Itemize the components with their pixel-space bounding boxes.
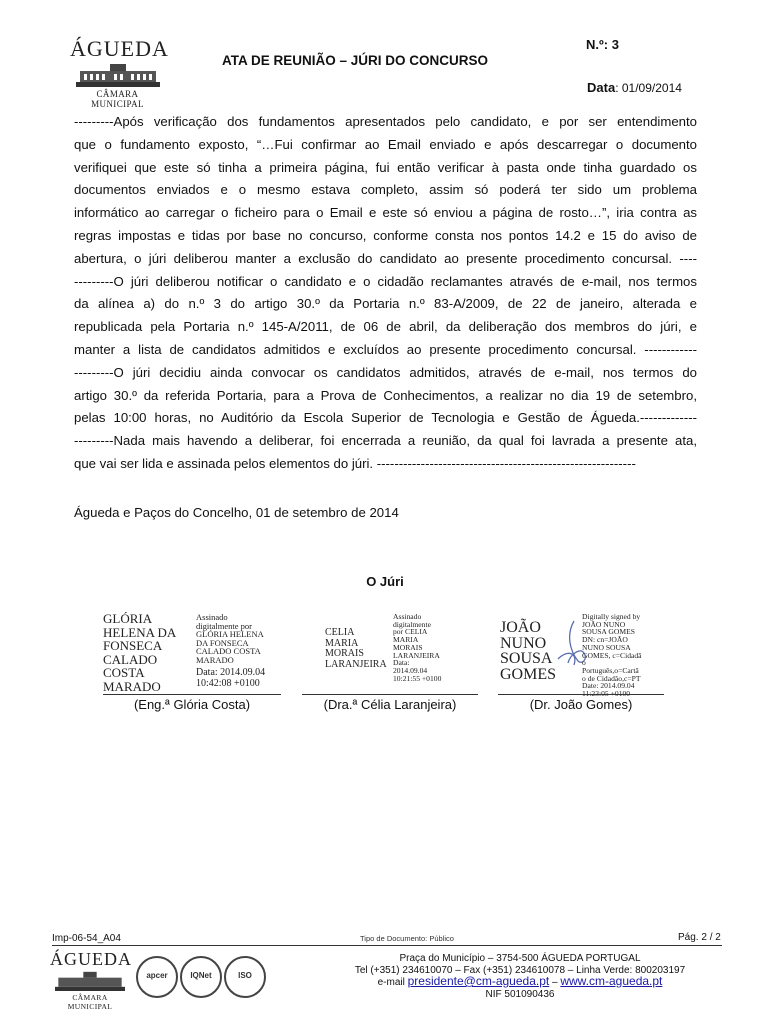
town-hall-icon <box>76 62 160 88</box>
digital-stamp: Assinado digitalmente por CELIA MARIA MORAIS LARANJEIRA Data: 2014.09.04 10:21:55 +0100 <box>393 612 442 683</box>
form-code: Imp-06-54_A04 <box>52 933 121 944</box>
body-line: ---------O júri deliberou notificar o candidato e o cidadão reclamantes através de e-mail, nos termos <box>74 273 697 289</box>
document-date <box>587 80 682 95</box>
body-line: ---------O júri decidiu ainda convocar os candidatos admitidos, através de e-mail, nos termos do <box>74 364 697 380</box>
signer-name-block: GLÓRIA HELENA DA FONSECA CALADO COSTA MARADO <box>103 611 177 694</box>
town-hall-icon <box>55 970 125 992</box>
body-line: verifiquei que este só tinha a primeira página, fui então verificar à pasta onde tinha guardado os <box>74 159 697 175</box>
date-label: Data <box>587 80 616 95</box>
signature-line <box>498 694 664 695</box>
website-link[interactable]: www.cm-agueda.pt <box>560 974 663 988</box>
body-line: que o fundamento exposto, “…Fui confirmar ao Email enviado e após descarregar o documento <box>74 136 697 152</box>
apcer-certification-seal <box>136 956 178 998</box>
iqnet-certification-seal <box>180 956 222 998</box>
body-line: ---------Após verificação dos fundamentos apresentados pelo candidato, e por ser entendimento <box>74 114 697 129</box>
signer-role: (Dr. João Gomes) <box>529 697 633 712</box>
document-number <box>586 37 619 52</box>
number-value: 3 <box>611 37 619 52</box>
seal-text: apcer <box>146 971 168 980</box>
tax-id: NIF 501090436 <box>485 988 555 1000</box>
seal-text: ISO <box>238 971 252 980</box>
separator: – <box>552 977 558 988</box>
body-line: republicada pela Portaria n.º 145-A/2011, de 06 de abril, da deliberação dos membros do júri, e <box>74 319 697 335</box>
logo-wordmark: ÁGUEDA <box>50 949 132 969</box>
digital-stamp: Digitally signed by JOÃO NUNO SOUSA GOMES DN: cn=JOÃO NUNO SOUSA GOMES, c=Cidadã o Português,o=Cartã o de Cidadão,c=PT Date: 2014.09.04 11:23:05 +0100 <box>582 612 642 699</box>
place-and-date: Águeda e Paços do Concelho, 01 de setembro de 2014 <box>74 505 399 520</box>
iso-certification-seal <box>224 956 266 998</box>
signer-name-block: CELIA MARIA MORAIS LARANJEIRA <box>325 627 387 670</box>
email-link[interactable]: presidente@cm-agueda.pt <box>407 974 550 988</box>
body-line: documentos enviados e o mesmo estava completo, assim só poderá ter sido um problema <box>74 182 697 198</box>
body-line: manter a lista de candidatos admitidos e excluídos ao presente procedimento concursal. ------------ <box>74 341 697 357</box>
number-label: N.º: <box>586 37 609 52</box>
date-value: : 01/09/2014 <box>615 81 682 95</box>
body-line: pelas 10:00 horas, no Auditório da Escola Superior de Tecnologia e Gestão de Águeda.------------- <box>74 410 697 426</box>
email-label: e-mail <box>377 977 405 988</box>
footer-divider <box>52 945 722 946</box>
stamp-date: Data: 2014.09.04 10:42:08 +0100 <box>196 667 266 689</box>
digital-stamp: Assinado digitalmente por GLÓRIA HELENA DA FONSECA CALADO COSTA MARADO <box>196 612 264 665</box>
body-line: informático ao carregar o ficheiro para o Email e este só enviou a página de rosto…”, iria contra as <box>74 205 697 221</box>
document-type: Tipo de Documento: Público <box>360 934 454 943</box>
address: Praça do Município – 3754-500 ÁGUEDA PORTUGAL <box>399 953 641 964</box>
body-line: artigo 30.º da referida Portaria, para a Prova de Conhecimentos, a realizar no dia 19 de setembro, <box>74 387 697 403</box>
page-number: Pág. 2 / 2 <box>678 932 721 943</box>
body-line: abertura, o júri deliberou manter a exclusão do candidato ao presente procedimento concursal. ---- <box>74 250 697 266</box>
signer-role: (Dra.ª Célia Laranjeira) <box>323 697 457 712</box>
agueda-logo <box>70 36 169 109</box>
body-line: ---------Nada mais havendo a deliberar, foi encerrada a reunião, da qual foi lavrada a presente ata, <box>74 433 697 449</box>
body-line: da alínea a) do n.º 3 do artigo 30.º da Portaria n.º 83-A/2009, de 22 de janeiro, alterada e <box>74 296 697 312</box>
logo-wordmark: ÁGUEDA <box>70 36 169 61</box>
jury-heading: O Júri <box>366 574 404 589</box>
footer-agueda-logo <box>50 950 130 1011</box>
signature-line <box>103 694 281 695</box>
contact-links <box>310 976 730 989</box>
footer-contact <box>310 953 730 1000</box>
minutes-body <box>74 111 697 476</box>
signature-line <box>302 694 478 695</box>
logo-subtitle: CÂMARA MUNICIPAL <box>91 89 144 109</box>
signer-role: (Eng.ª Glória Costa) <box>133 697 251 712</box>
body-line: que vai ser lida e assinada pelos elementos do júri. ----------------------------------------------------------- <box>74 455 636 471</box>
seal-text: IQNet <box>190 971 212 980</box>
logo-subtitle: CÂMARA MUNICIPAL <box>67 993 113 1011</box>
signer-name-block: JOÃO NUNO SOUSA GOMES <box>500 619 557 683</box>
phone-numbers: Tel (+351) 234610070 – Fax (+351) 234610078 – Linha Verde: 800203197 <box>354 964 686 976</box>
document-title: ATA DE REUNIÃO – JÚRI DO CONCURSO <box>222 53 489 68</box>
body-line: regras impostas e tidas por base no concurso, conforme consta nos pontos 14.2 e 15 do aviso de <box>74 227 697 243</box>
